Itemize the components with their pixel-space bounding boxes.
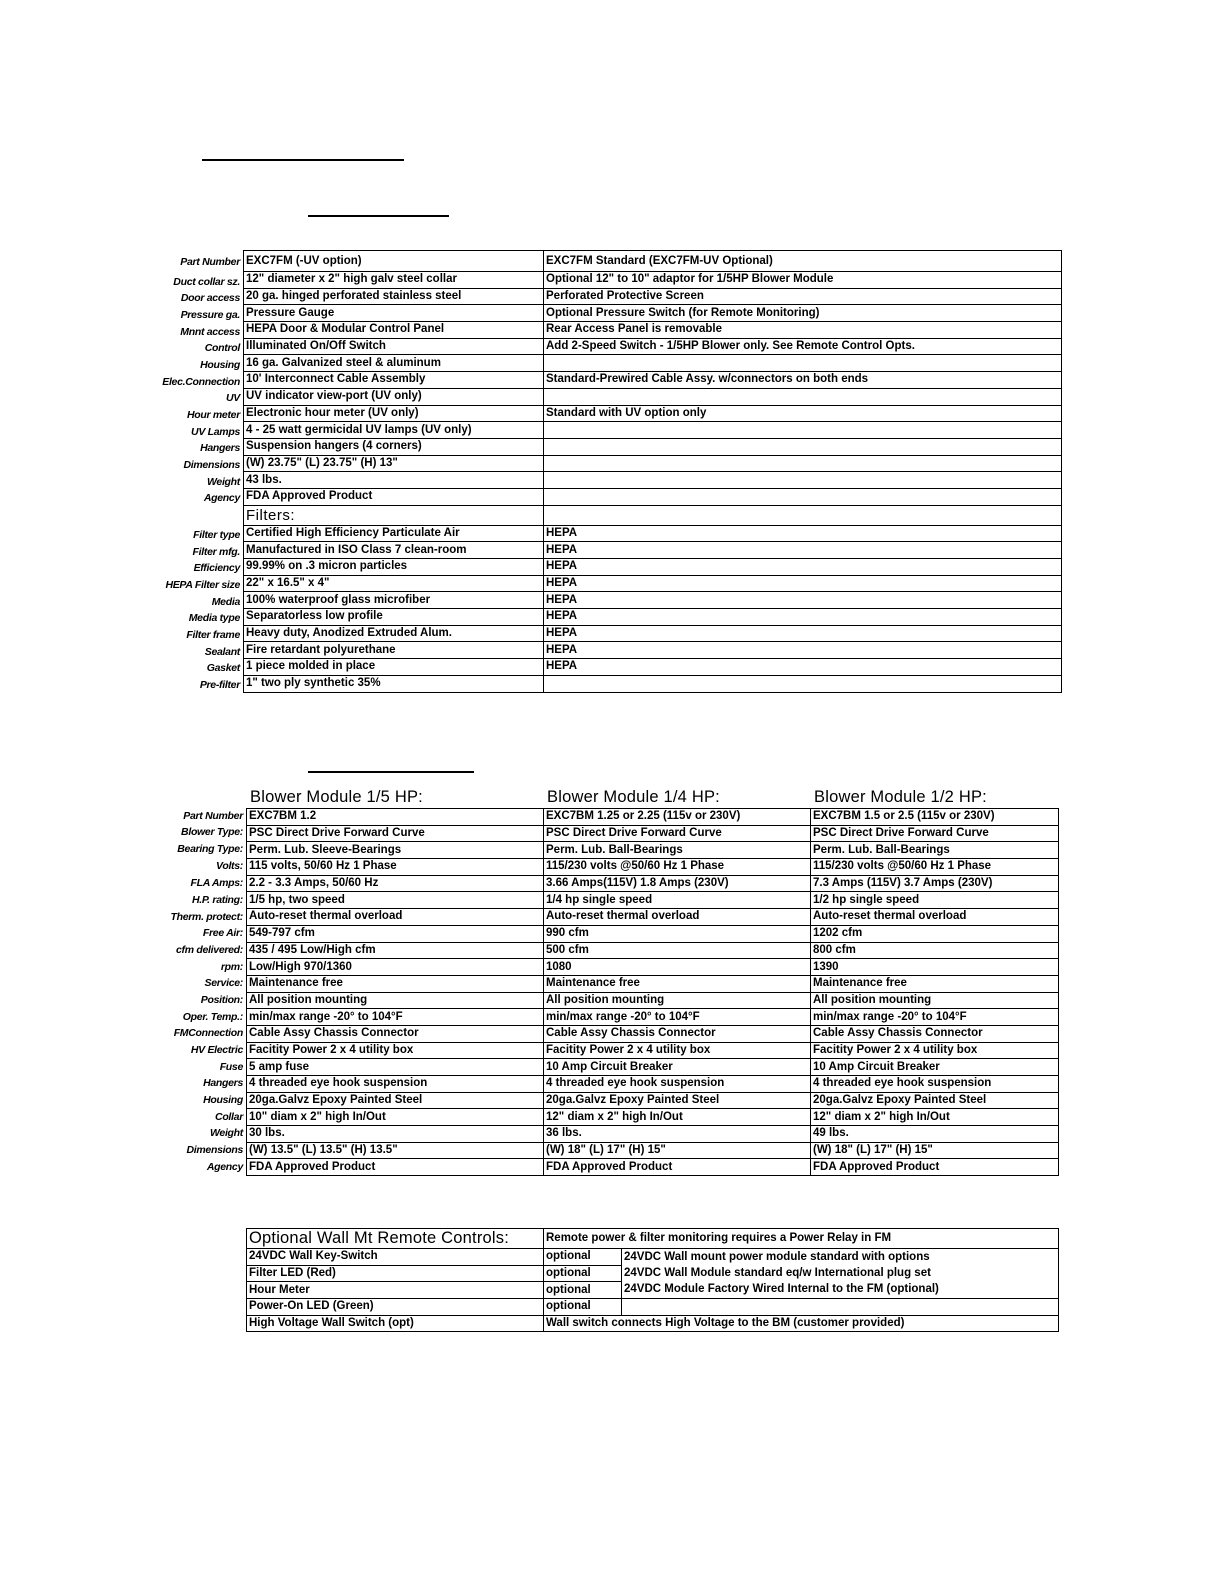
fm-cell: 43 lbs. bbox=[244, 472, 544, 489]
filter-module-spec-table bbox=[243, 250, 1062, 693]
bm-cell: Facitity Power 2 x 4 utility box bbox=[811, 1042, 1059, 1059]
fm-cell: HEPA bbox=[544, 659, 1062, 676]
fm-cell: HEPA bbox=[544, 525, 1062, 542]
filters-heading: Filters: bbox=[244, 505, 544, 525]
bm-cell: (W) 18" (L) 17" (H) 15" bbox=[544, 1142, 811, 1159]
bm-cell: Low/High 970/1360 bbox=[247, 959, 544, 976]
fm-cell bbox=[544, 455, 1062, 472]
bm-cell: Perm. Lub. Ball-Bearings bbox=[544, 842, 811, 859]
fm-label: Media bbox=[211, 596, 240, 608]
fm-cell bbox=[544, 438, 1062, 455]
bm-cell: 990 cfm bbox=[544, 925, 811, 942]
bm-cell: 20ga.Galvz Epoxy Painted Steel bbox=[811, 1092, 1059, 1109]
fm-label: UV Lamps bbox=[191, 426, 240, 438]
fm-cell: HEPA bbox=[544, 625, 1062, 642]
fm-cell: 12" diameter x 2" high galv steel collar bbox=[244, 272, 544, 289]
bm-cell: min/max range -20° to 104°F bbox=[247, 1009, 544, 1026]
bm-label: rpm: bbox=[220, 961, 243, 973]
remote-status: optional bbox=[544, 1299, 622, 1316]
remote-item: Filter LED (Red) bbox=[247, 1265, 544, 1282]
fm-label: Elec.Connection bbox=[162, 376, 240, 388]
fm-cell: Illuminated On/Off Switch bbox=[244, 338, 544, 355]
bm-cell: 3.66 Amps(115V) 1.8 Amps (230V) bbox=[544, 875, 811, 892]
fm-cell: 1" two ply synthetic 35% bbox=[244, 675, 544, 692]
bm-label: FMConnection bbox=[173, 1027, 243, 1039]
bm-label: Service: bbox=[204, 977, 243, 989]
remote-status: optional bbox=[544, 1282, 622, 1299]
fm-label: Pre-filter bbox=[199, 679, 240, 691]
bm-cell: 7.3 Amps (115V) 3.7 Amps (230V) bbox=[811, 875, 1059, 892]
bm-header-1-5hp: Blower Module 1/5 HP: bbox=[250, 788, 423, 806]
fm-label: Door access bbox=[180, 292, 240, 304]
fm-label: Hangers bbox=[200, 442, 240, 454]
bm-label: Fuse bbox=[219, 1061, 243, 1073]
fm-cell: FDA Approved Product bbox=[244, 488, 544, 505]
fm-label: Part Number bbox=[180, 256, 240, 268]
fm-cell: 1 piece molded in place bbox=[244, 659, 544, 676]
bm-header-1-4hp: Blower Module 1/4 HP: bbox=[547, 788, 720, 806]
fm-cell: (W) 23.75" (L) 23.75" (H) 13" bbox=[244, 455, 544, 472]
bm-cell: FDA Approved Product bbox=[247, 1159, 544, 1176]
fm-cell: Pressure Gauge bbox=[244, 305, 544, 322]
remote-note: Wall switch connects High Voltage to the BM (customer provided) bbox=[544, 1315, 1059, 1332]
bm-label: Hangers bbox=[203, 1077, 243, 1089]
bm-header-1-2hp: Blower Module 1/2 HP: bbox=[814, 788, 987, 806]
remote-item: Hour Meter bbox=[247, 1282, 544, 1299]
fm-cell: Perforated Protective Screen bbox=[544, 288, 1062, 305]
heading-rule-3 bbox=[308, 771, 474, 773]
bm-cell: 800 cfm bbox=[811, 942, 1059, 959]
bm-label: H.P. rating: bbox=[191, 894, 243, 906]
bm-cell: PSC Direct Drive Forward Curve bbox=[247, 825, 544, 842]
bm-label: Oper. Temp.: bbox=[182, 1011, 243, 1023]
bm-cell: All position mounting bbox=[247, 992, 544, 1009]
bm-cell: 4 threaded eye hook suspension bbox=[811, 1076, 1059, 1093]
bm-label: Bearing Type: bbox=[177, 843, 243, 855]
fm-cell: HEPA bbox=[544, 575, 1062, 592]
remote-status: optional bbox=[544, 1265, 622, 1282]
bm-cell: 10 Amp Circuit Breaker bbox=[544, 1059, 811, 1076]
bm-cell: 115/230 volts @50/60 Hz 1 Phase bbox=[544, 859, 811, 876]
bm-label: Free Air: bbox=[202, 927, 243, 939]
bm-cell: Perm. Lub. Ball-Bearings bbox=[811, 842, 1059, 859]
bm-cell: (W) 18" (L) 17" (H) 15" bbox=[811, 1142, 1059, 1159]
fm-label: Pressure ga. bbox=[180, 309, 240, 321]
bm-label: Weight bbox=[209, 1127, 243, 1139]
fm-cell: UV indicator view-port (UV only) bbox=[244, 388, 544, 405]
fm-cell bbox=[544, 422, 1062, 439]
bm-cell: min/max range -20° to 104°F bbox=[811, 1009, 1059, 1026]
bm-cell: EXC7BM 1.25 or 2.25 (115v or 230V) bbox=[544, 809, 811, 826]
bm-cell: Cable Assy Chassis Connector bbox=[247, 1025, 544, 1042]
bm-cell: 4 threaded eye hook suspension bbox=[544, 1076, 811, 1093]
bm-cell: min/max range -20° to 104°F bbox=[544, 1009, 811, 1026]
fm-cell: Standard-Prewired Cable Assy. w/connectors on both ends bbox=[544, 372, 1062, 389]
fm-cell: Optional 12" to 10" adaptor for 1/5HP Blower Module bbox=[544, 272, 1062, 289]
remote-note: 24VDC Module Factory Wired Internal to the FM (optional) bbox=[622, 1282, 1059, 1299]
bm-cell: Facitity Power 2 x 4 utility box bbox=[544, 1042, 811, 1059]
fm-label: Filter type bbox=[193, 529, 240, 541]
bm-cell: 500 cfm bbox=[544, 942, 811, 959]
fm-cell: 4 - 25 watt germicidal UV lamps (UV only) bbox=[244, 422, 544, 439]
bm-cell: 10 Amp Circuit Breaker bbox=[811, 1059, 1059, 1076]
bm-cell: FDA Approved Product bbox=[811, 1159, 1059, 1176]
bm-label: Blower Type: bbox=[181, 826, 243, 838]
bm-cell: 1/2 hp single speed bbox=[811, 892, 1059, 909]
bm-cell: 115/230 volts @50/60 Hz 1 Phase bbox=[811, 859, 1059, 876]
fm-cell: Rear Access Panel is removable bbox=[544, 322, 1062, 339]
bm-cell: 36 lbs. bbox=[544, 1126, 811, 1143]
fm-cell bbox=[544, 505, 1062, 525]
bm-cell: 5 amp fuse bbox=[247, 1059, 544, 1076]
remote-title: Optional Wall Mt Remote Controls: bbox=[247, 1229, 544, 1249]
fm-label: Gasket bbox=[206, 662, 240, 674]
bm-cell: 2.2 - 3.3 Amps, 50/60 Hz bbox=[247, 875, 544, 892]
fm-label: UV bbox=[226, 392, 240, 404]
fm-label: Control bbox=[204, 342, 240, 354]
fm-cell: Fire retardant polyurethane bbox=[244, 642, 544, 659]
bm-label: FLA Amps: bbox=[190, 877, 243, 889]
fm-cell bbox=[544, 355, 1062, 372]
bm-cell: 12" diam x 2" high In/Out bbox=[544, 1109, 811, 1126]
bm-cell: Facitity Power 2 x 4 utility box bbox=[247, 1042, 544, 1059]
bm-cell: 1080 bbox=[544, 959, 811, 976]
fm-cell: Suspension hangers (4 corners) bbox=[244, 438, 544, 455]
fm-cell bbox=[544, 388, 1062, 405]
remote-item: 24VDC Wall Key-Switch bbox=[247, 1249, 544, 1266]
fm-cell: Electronic hour meter (UV only) bbox=[244, 405, 544, 422]
heading-rule-2 bbox=[308, 215, 449, 217]
bm-cell: Auto-reset thermal overload bbox=[544, 909, 811, 926]
bm-cell: (W) 13.5" (L) 13.5" (H) 13.5" bbox=[247, 1142, 544, 1159]
fm-cell: Heavy duty, Anodized Extruded Alum. bbox=[244, 625, 544, 642]
bm-cell: Maintenance free bbox=[544, 975, 811, 992]
bm-cell: Cable Assy Chassis Connector bbox=[544, 1025, 811, 1042]
fm-cell: Add 2-Speed Switch - 1/5HP Blower only. See Remote Control Opts. bbox=[544, 338, 1062, 355]
fm-cell: Separatorless low profile bbox=[244, 609, 544, 626]
fm-label: Dimensions bbox=[183, 459, 240, 471]
bm-cell: 20ga.Galvz Epoxy Painted Steel bbox=[544, 1092, 811, 1109]
fm-cell bbox=[544, 472, 1062, 489]
fm-label: Filter frame bbox=[186, 629, 240, 641]
bm-cell: All position mounting bbox=[811, 992, 1059, 1009]
fm-label-column bbox=[0, 252, 240, 700]
bm-cell: 12" diam x 2" high In/Out bbox=[811, 1109, 1059, 1126]
fm-cell: HEPA bbox=[544, 559, 1062, 576]
bm-cell: 115 volts, 50/60 Hz 1 Phase bbox=[247, 859, 544, 876]
bm-cell: Auto-reset thermal overload bbox=[811, 909, 1059, 926]
fm-cell: 99.99% on .3 micron particles bbox=[244, 559, 544, 576]
fm-cell: HEPA Door & Modular Control Panel bbox=[244, 322, 544, 339]
bm-cell: 1/4 hp single speed bbox=[544, 892, 811, 909]
bm-cell: 49 lbs. bbox=[811, 1126, 1059, 1143]
fm-label: Weight bbox=[206, 476, 240, 488]
bm-cell: 1/5 hp, two speed bbox=[247, 892, 544, 909]
bm-cell: EXC7BM 1.2 bbox=[247, 809, 544, 826]
fm-label: Sealant bbox=[204, 646, 240, 658]
bm-cell: EXC7BM 1.5 or 2.5 (115v or 230V) bbox=[811, 809, 1059, 826]
bm-cell: Cable Assy Chassis Connector bbox=[811, 1025, 1059, 1042]
fm-label: Housing bbox=[200, 359, 240, 371]
fm-cell: HEPA bbox=[544, 609, 1062, 626]
bm-cell: 435 / 495 Low/High cfm bbox=[247, 942, 544, 959]
fm-cell: 16 ga. Galvanized steel & aluminum bbox=[244, 355, 544, 372]
fm-cell: Optional Pressure Switch (for Remote Monitoring) bbox=[544, 305, 1062, 322]
fm-cell: HEPA bbox=[544, 592, 1062, 609]
fm-cell: EXC7FM Standard (EXC7FM-UV Optional) bbox=[544, 251, 1062, 272]
bm-cell: PSC Direct Drive Forward Curve bbox=[811, 825, 1059, 842]
bm-cell: 10" diam x 2" high In/Out bbox=[247, 1109, 544, 1126]
bm-label: Part Number bbox=[183, 810, 243, 822]
fm-label: Hour meter bbox=[186, 409, 240, 421]
bm-cell: Auto-reset thermal overload bbox=[247, 909, 544, 926]
remote-item: Power-On LED (Green) bbox=[247, 1299, 544, 1316]
fm-cell: Standard with UV option only bbox=[544, 405, 1062, 422]
fm-label: Agency bbox=[203, 492, 240, 504]
bm-cell: 20ga.Galvz Epoxy Painted Steel bbox=[247, 1092, 544, 1109]
remote-item: High Voltage Wall Switch (opt) bbox=[247, 1315, 544, 1332]
bm-label: Position: bbox=[200, 994, 243, 1006]
bm-cell: Maintenance free bbox=[247, 975, 544, 992]
bm-label: HV Electric bbox=[190, 1044, 243, 1056]
bm-label: Volts: bbox=[216, 860, 243, 872]
remote-controls-table bbox=[246, 1228, 1059, 1332]
fm-cell: 20 ga. hinged perforated stainless steel bbox=[244, 288, 544, 305]
heading-rule-1 bbox=[202, 159, 404, 161]
bm-cell: Maintenance free bbox=[811, 975, 1059, 992]
fm-cell: Manufactured in ISO Class 7 clean-room bbox=[244, 542, 544, 559]
bm-label: Dimensions bbox=[186, 1144, 243, 1156]
bm-label: Collar bbox=[215, 1111, 243, 1123]
bm-cell: All position mounting bbox=[544, 992, 811, 1009]
bm-cell: 549-797 cfm bbox=[247, 925, 544, 942]
fm-label: Media type bbox=[188, 612, 240, 624]
bm-cell: 4 threaded eye hook suspension bbox=[247, 1076, 544, 1093]
bm-label-column bbox=[0, 809, 243, 1177]
bm-label: Agency bbox=[206, 1161, 243, 1173]
remote-note: 24VDC Wall mount power module standard with options bbox=[622, 1249, 1059, 1266]
fm-label: Mnnt access bbox=[180, 326, 240, 338]
fm-cell: HEPA bbox=[544, 642, 1062, 659]
remote-status: optional bbox=[544, 1249, 622, 1266]
remote-note: 24VDC Wall Module standard eq/w International plug set bbox=[622, 1265, 1059, 1282]
fm-label: Efficiency bbox=[193, 562, 240, 574]
fm-cell bbox=[544, 488, 1062, 505]
bm-cell: FDA Approved Product bbox=[544, 1159, 811, 1176]
bm-cell: 30 lbs. bbox=[247, 1126, 544, 1143]
bm-cell: PSC Direct Drive Forward Curve bbox=[544, 825, 811, 842]
fm-cell: 10' Interconnect Cable Assembly bbox=[244, 372, 544, 389]
bm-cell: Perm. Lub. Sleeve-Bearings bbox=[247, 842, 544, 859]
bm-cell: 1390 bbox=[811, 959, 1059, 976]
bm-label: Housing bbox=[203, 1094, 243, 1106]
fm-label: Filter mfg. bbox=[192, 546, 240, 558]
blower-module-spec-table bbox=[246, 808, 1059, 1176]
fm-cell: EXC7FM (-UV option) bbox=[244, 251, 544, 272]
fm-label: Duct collar sz. bbox=[173, 276, 240, 288]
bm-label: cfm delivered: bbox=[176, 944, 243, 956]
fm-cell: Certified High Efficiency Particulate Air bbox=[244, 525, 544, 542]
bm-label: Therm. protect: bbox=[170, 911, 243, 923]
fm-cell: 22" x 16.5" x 4" bbox=[244, 575, 544, 592]
remote-title-note: Remote power & filter monitoring requires a Power Relay in FM bbox=[544, 1229, 1059, 1249]
fm-cell: HEPA bbox=[544, 542, 1062, 559]
bm-cell: 1202 cfm bbox=[811, 925, 1059, 942]
fm-label: HEPA Filter size bbox=[165, 579, 240, 591]
fm-cell bbox=[544, 675, 1062, 692]
remote-note bbox=[622, 1299, 1059, 1316]
fm-cell: 100% waterproof glass microfiber bbox=[244, 592, 544, 609]
